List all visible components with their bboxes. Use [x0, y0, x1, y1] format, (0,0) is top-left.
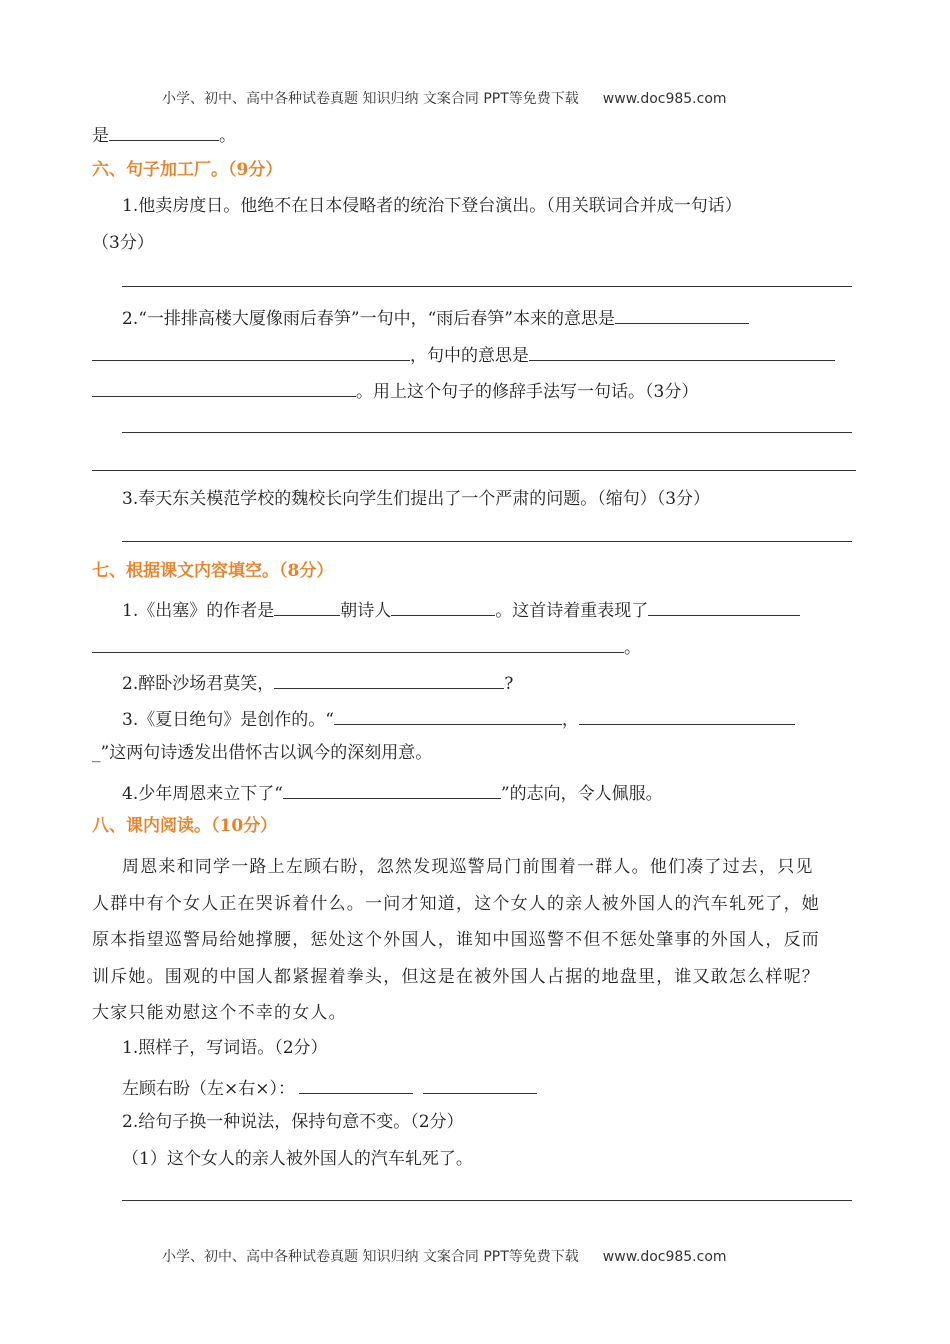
s7-q3-blank-2[interactable]: [579, 706, 795, 725]
s7-q2-line: [122, 670, 513, 694]
s7-q1-blank-1[interactable]: [274, 597, 340, 616]
s7-q3-line2: _”这两句诗透发出借怀古以讽今的深刻用意。: [92, 743, 433, 763]
page-footer: [162, 1246, 727, 1266]
section-6-title: 六、句子加工厂。（9分）: [92, 160, 283, 180]
s7-q4-text-a: 4.少年周恩来立下了“: [122, 784, 283, 804]
reading-passage-line-2: 人群中有个女人正在哭诉着什么。一问才知道，这个女人的亲人被外国人的汽车轧死了，她: [92, 894, 820, 914]
s6-q2-text-a: 2.“一排排高楼大厦像雨后春笋”一句中，“雨后春笋”本来的意思是: [122, 309, 615, 329]
s8-q2-sentence-1: （1）这个女人的亲人被外国人的汽车轧死了。: [122, 1149, 473, 1169]
page-header: [162, 88, 727, 108]
s7-q3-text-a: 3.《夏日绝句》是创作的。“: [122, 710, 334, 730]
s7-q1-line2: [92, 634, 641, 658]
continued-line: [92, 122, 236, 146]
s6-q1-text: 1.他卖房度日。他绝不在日本侵略者的统治下登台演出。（用关联词合并成一句话）: [122, 196, 742, 216]
s6-q1-score: （3分）: [92, 233, 154, 253]
s6-q2-blank-4[interactable]: [92, 378, 356, 397]
s6-q2-answer-line-1[interactable]: [122, 432, 852, 433]
s6-q2-line3: [92, 378, 698, 402]
s7-q1-text-d: 。: [624, 638, 641, 658]
reading-passage-line-4: 训斥她。围观的中国人都紧握着拳头，但这是在被外国人占据的地盘里，谁又敢怎么样呢？: [92, 967, 820, 987]
section-7-title: 七、根据课文内容填空。（8分）: [92, 561, 334, 581]
s7-q1-line1: [122, 597, 800, 621]
s6-q1-answer-line[interactable]: [122, 286, 852, 287]
s6-q3-answer-line[interactable]: [122, 541, 852, 542]
s8-q1-example: [122, 1075, 537, 1099]
reading-passage-line-5: 大家只能劝慰这个不幸的女人。: [92, 1003, 347, 1023]
s7-q4-text-b: ”的志向，令人佩服。: [500, 784, 663, 804]
s8-q2-text: 2.给句子换一种说法，保持句意不变。（2分）: [122, 1112, 464, 1132]
s7-q1-blank-4[interactable]: [92, 634, 624, 653]
s6-q2-blank-3[interactable]: [529, 342, 835, 361]
s6-q2-answer-line-2[interactable]: [92, 470, 856, 471]
s8-q1-example-text: 左顾右盼（左×右×）：: [122, 1079, 295, 1099]
s6-q2-line2: [92, 342, 835, 366]
s7-q2-text-a: 2.醉卧沙场君莫笑，: [122, 674, 275, 694]
s7-q1-text-c: 。这首诗着重表现了: [495, 601, 649, 621]
s7-q1-text-b: 朝诗人: [340, 601, 392, 621]
s6-q2-text-b: ，句中的意思是: [410, 346, 529, 366]
s8-q1-text: 1.照样子，写词语。（2分）: [122, 1038, 328, 1058]
footer-text: 小学、初中、高中各种试卷真题 知识归纳 文案合同 PPT等免费下载: [162, 1249, 579, 1265]
continued-prefix: 是: [92, 126, 109, 146]
s8-q1-blank-2[interactable]: [423, 1075, 537, 1094]
s6-q2-blank-2[interactable]: [92, 342, 410, 361]
header-text: 小学、初中、高中各种试卷真题 知识归纳 文案合同 PPT等免费下载: [162, 91, 579, 107]
footer-site: www.doc985.com: [602, 1249, 727, 1265]
s6-q2-blank-1[interactable]: [615, 305, 749, 324]
s7-q4-blank[interactable]: [283, 780, 501, 799]
s7-q2-text-b: ?: [504, 674, 514, 694]
s7-q3-blank-1[interactable]: [334, 706, 562, 725]
s6-q3-text: 3.奉天东关模范学校的魏校长向学生们提出了一个严肃的问题。（缩句）（3分）: [122, 489, 711, 509]
header-site: www.doc985.com: [602, 91, 727, 107]
answer-blank[interactable]: [109, 122, 219, 141]
s8-q1-blank-1[interactable]: [299, 1075, 413, 1094]
continued-suffix: 。: [219, 126, 236, 146]
reading-passage-line-1: 周恩来和同学一路上左顾右盼，忽然发现巡警局门前围着一群人。他们凑了过去，只见: [122, 857, 814, 877]
s7-q4-line: [122, 780, 663, 804]
s7-q2-blank[interactable]: [274, 670, 504, 689]
s7-q1-blank-3[interactable]: [648, 597, 800, 616]
reading-passage-line-3: 原本指望巡警局给她撑腰，惩处这个外国人，谁知中国巡警不但不惩处肇事的外国人，反而: [92, 930, 820, 950]
section-8-title: 八、课内阅读。（10分）: [92, 816, 278, 836]
s7-q1-blank-2[interactable]: [391, 597, 495, 616]
s7-q3-line1: [122, 706, 795, 730]
s8-q2-answer-line[interactable]: [122, 1200, 852, 1201]
s7-q1-text-a: 1.《出塞》的作者是: [122, 601, 275, 621]
s6-q2-text-c: 。用上这个句子的修辞手法写一句话。（3分）: [356, 382, 699, 402]
s6-q2-line1: [122, 305, 749, 329]
s7-q3-text-b: ，: [561, 710, 579, 730]
